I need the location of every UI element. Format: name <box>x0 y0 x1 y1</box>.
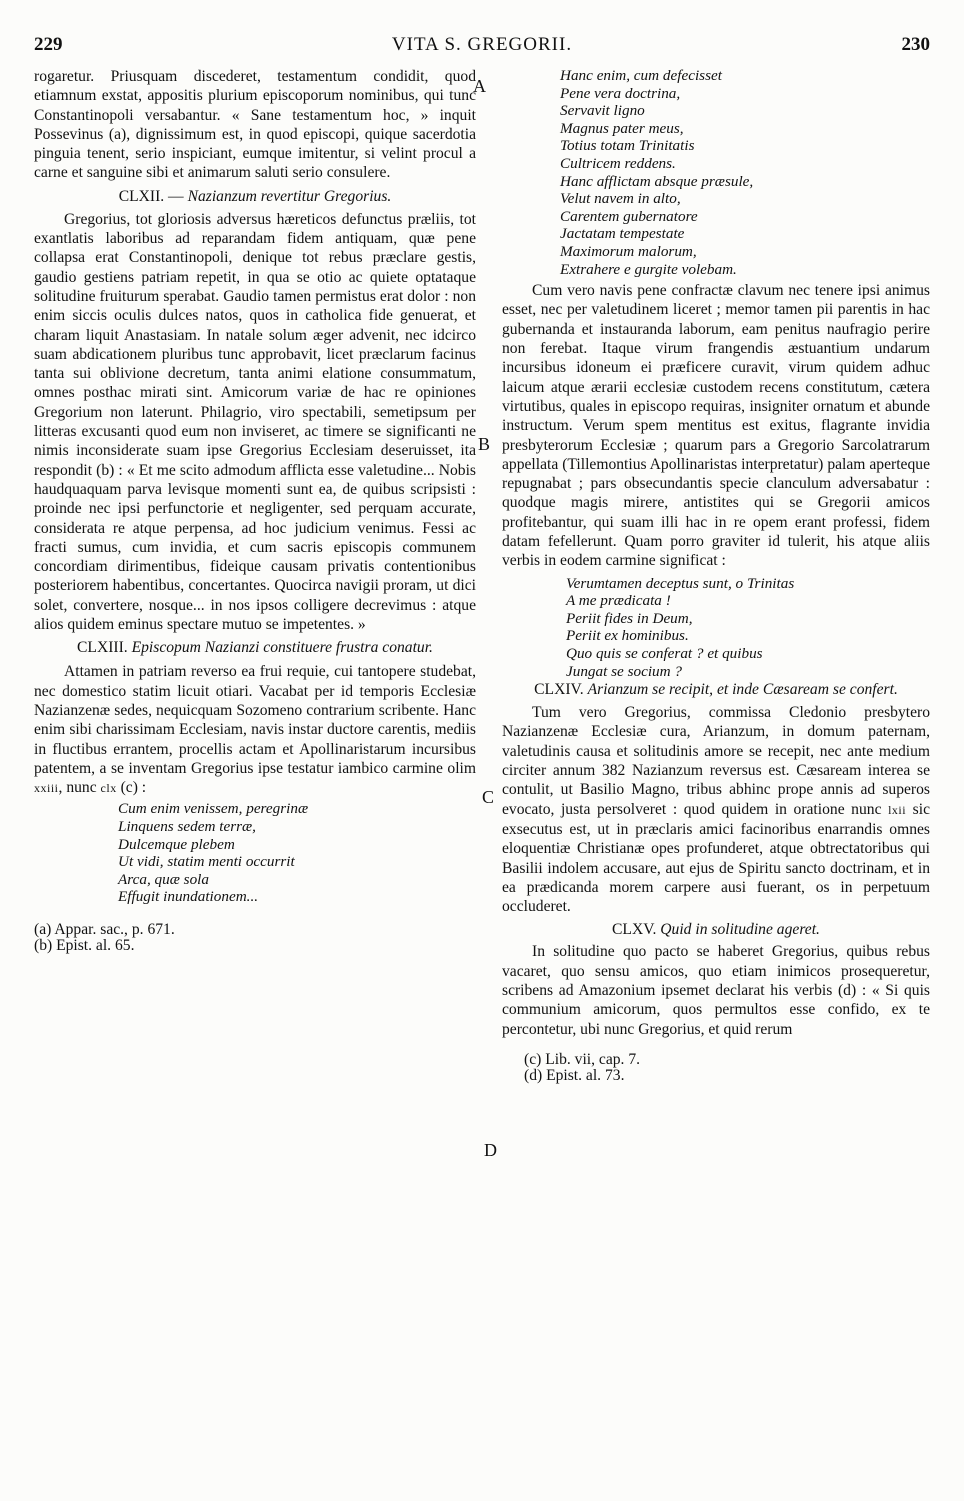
paragraph-in-solitudine: In solitudine quo pacto se haberet Gregorius, quibus rebus vacaret, quo sensu amicos, quo etiam inimicos prosequeretur, scribens ad Amazonium ipsemet declarat his verbis (d) : « Si quis communium amicorum, quos permultos esse confido, ex te percontetur, ubi nunc Gregorius, et quid rerum <box>502 943 930 1038</box>
right-column <box>502 67 930 1084</box>
verse-line: Linquens sedem terræ, <box>118 817 256 835</box>
verse-line: Jactatam tempestate <box>560 225 685 243</box>
roman-numeral: clx <box>100 781 117 796</box>
page-number-right: 230 <box>901 34 930 55</box>
roman-numeral: xxiii <box>34 781 59 796</box>
verse-line: Hanc afflictam absque præsule, <box>560 172 754 190</box>
verse-line: Pene vera doctrina, <box>560 84 681 102</box>
paragraph-tum-vero <box>502 703 930 916</box>
verse-line: Carentem gubernatore <box>560 207 698 225</box>
running-title: VITA S. GREGORII. <box>391 34 573 55</box>
verse-block-cum-enim <box>118 800 476 906</box>
verse-line: Hanc enim, cum defecisset <box>560 67 722 84</box>
footnote-a: (a) Appar. sac., p. 671. <box>34 920 175 938</box>
verse-line: Magnus pater meus, <box>560 119 684 137</box>
verse-line: Arca, quæ sola <box>118 870 209 888</box>
verse-line: Totius totam Trinitatis <box>560 137 695 155</box>
margin-letter-a: A <box>473 76 486 96</box>
verse-line: Effugit inundationem... <box>118 888 259 906</box>
heading-number: CLXV. <box>612 921 657 939</box>
paragraph-text: Attamen in patriam reverso ea frui requie, cui tantopere studebat, nec domestico statim licuit otiari. Vacabat per id temporis Ecclesiæ Nazianzenæ sedes, nequicquam Sozomeno contrarium scribente. Hanc enim sibi charissimam Ecclesiam, navis instar ductore carentis, mediis in fluctibus errantem, procellis actam et Apollinaristarum incursibus patentem, a se inventam Gregorius ipse testatur iambico carmine olim <box>34 663 476 777</box>
paragraph-gregorius: Gregorius, tot gloriosis adversus hæreticos defunctus præliis, tot exantlatis laboribus ad reparandam fidem antiquam, quæ pene collapsa erat Constantinopoli, denique tot rebus præclare gestis, gaudio gestiens patriam repetit, in qua se otio ac quiete optataque solitudine fruiturum sperabat. Gaudio tamen permistus erat dolor : non enim siccis oculis dulces natos, quos in catholica fide genuerat, et charam liquit Anastasiam. In natale solum æger advenit, nec idcirco suam abdicationem pluribus tunc approbavit, licet præclarum facinus tanta sui oblivione decretum, tanta animi elatione consummatum, omnes posthac mirati sint. Amicorum variæ de hac re opiniones Gregorium non laterunt. Philagrio, viro spectabili, semetipsum per litteras excusanti quod eum non inviseret, ac timere se significanti ne nimis inconsiderate suam ipse Gregorius Ecclesiam deseruisset, ita respondit (b) : « Et me scito admodum afflicta esse valetudine... Nobis haudquaquam parva levisque momenti sunt ea, de quibus scripsisti : proinde nec ipsi perfunctorie et negligenter, sed perquam accurate, considerata re atque perpensa, ad hoc judicium venimus. Fessi ac fracti sumus, cum invidia, et cum sacris episcopis communem concordiam dirimentibus, fideique causam privatis contentionibus posteriorem habentibus, concertantes. Quocirca navigii proram, ut dici solet, convertere, nosque... in nos ipsos colligere decrevimus : atque alios quidem eminus spectare mutuo se impetentes. » <box>34 210 476 634</box>
section-heading-clxv <box>502 921 930 939</box>
verse-line: Servavit ligno <box>560 102 645 120</box>
margin-letter-b: B <box>478 434 491 454</box>
paragraph-cum-vero: Cum vero navis pene confractæ clavum nec tenere ipsi animus esset, nec per valetudinem liceret ; memor tamen pii parentis in hac gubernanda et instauranda laborum, eam penitus naufragio perire non ferebat. Itaque virum frangendis æstuantium undarum incursibus idoneum ei præficere curavit, virum quidem adhuc laicum atque ærarii ecclesiæ custodem recens constitutum, cætera virtutibus, quales in episcopo requiras, insigniter ornatum et abunde instructum. Verum spem mentitus est exitus, flagrante invidia presbyterorum Ecclesiæ ; quarum pars a Gregorio Sarcolatrarum appellata (Tillemontius Apollinaristas interpretatur) palam aperteque repugnabat ; pars obsecundantis specie clanculum adversabatur : quodque magis mirere, antistites qui se Gregorii amicos profitebantur, qui suam illi hac in re opem erant professi, fidem datam fefellerunt. Quam porro graviter id tulerit, his atque aliis verbis in eodem carmine significat : <box>502 282 930 570</box>
verse-line: Quo quis se conferat ? et quibus <box>566 644 763 662</box>
footnotes-right <box>524 1052 930 1084</box>
verse-line: Jungat se socium ? <box>566 662 682 680</box>
section-heading-clxiv <box>502 682 930 698</box>
heading-number: CLXIV. <box>534 681 584 699</box>
footnote-d: (d) Epist. al. 73. <box>524 1066 625 1084</box>
verse-block-hanc-enim <box>560 67 930 278</box>
verse-line: Verumtamen deceptus sunt, o Trinitas <box>566 574 795 592</box>
verse-line: Cultricem reddens. <box>560 154 676 172</box>
heading-title: Quid in solitudine ageret. <box>660 921 820 939</box>
verse-line: A me prædicata ! <box>566 592 671 610</box>
paragraph-text: sic exsecutus est, ut in præclaris amici facinoribus enarrandis omnes eloquentiæ Christianæ opes profunderet, atque obtrectatoribus qui Basilii indolem accusare, aut ejus de Spiritu sancto doctrinam, et in ea prædicanda morem carpere ausi fuerant, os in perpetuum occluderet. <box>502 800 930 916</box>
margin-letter-d: D <box>484 1140 497 1160</box>
verse-line: Maximorum malorum, <box>560 242 697 260</box>
margin-letter-c: C <box>482 787 495 807</box>
verse-line: Periit ex hominibus. <box>566 627 689 645</box>
verse-line: Extrahere e gurgite volebam. <box>560 260 737 278</box>
paragraph-text: , nunc <box>58 779 97 797</box>
heading-number: CLXII. — <box>118 187 184 205</box>
verse-line: Cum enim venissem, peregrinæ <box>118 800 309 818</box>
footnote-b: (b) Epist. al. 65. <box>34 936 135 954</box>
paragraph-text: Tum vero Gregorius, commissa Cledonio presbytero Nazianzenæ Ecclesiæ cura, Arianzum, in domum paternam, valetudinis causa et solitudinis amore se recepit, nec ante medium circiter annum 382 Nazianzum reversus est. Cæsaream interea se contulit, ut Basilio Magno, tribus abhinc prope annis ad superos evocato, justa persolveret : quod quidem in oratione nunc <box>502 704 930 818</box>
paragraph-attamen <box>34 662 476 798</box>
heading-title: Arianzum se recipit, et inde Cæsaream se confert. <box>587 681 898 699</box>
verse-line: Velut navem in alto, <box>560 190 681 208</box>
page-header <box>34 34 930 64</box>
section-heading-clxiii <box>34 639 476 657</box>
roman-numeral: lxii <box>888 802 907 817</box>
verse-line: Dulcemque plebem <box>118 835 235 853</box>
verse-block-verumtamen <box>566 575 930 681</box>
left-column <box>34 67 476 954</box>
verse-line: Periit fides in Deum, <box>566 609 693 627</box>
page-number-left: 229 <box>34 34 63 55</box>
heading-title: Nazianzum revertitur Gregorius. <box>187 187 392 205</box>
footnote-c: (c) Lib. vii, cap. 7. <box>524 1050 641 1068</box>
paragraph-text: (c) : <box>116 779 147 797</box>
section-heading-clxii <box>34 188 476 206</box>
verse-line: Ut vidi, statim menti occurrit <box>118 853 295 871</box>
heading-number: CLXIII. <box>77 639 128 657</box>
footnotes-left <box>34 922 476 954</box>
heading-title: Episcopum Nazianzi constituere frustra conatur. <box>131 639 433 657</box>
paragraph-rogaretur: rogaretur. Priusquam discederet, testamentum condidit, quod etiamnum exstat, appositis plurium episcoporum nominibus, qui tunc Constantinopoli versabantur. « Sane testamentum hoc, » inquit Possevinus (a), dignissimum est, in quod episcopi, quique sacerdotia pinguia tenent, serio inspiciant, eumque imitentur, si velint procul a carne et sanguine sibi et animarum saluti serio consulere. <box>34 68 476 182</box>
